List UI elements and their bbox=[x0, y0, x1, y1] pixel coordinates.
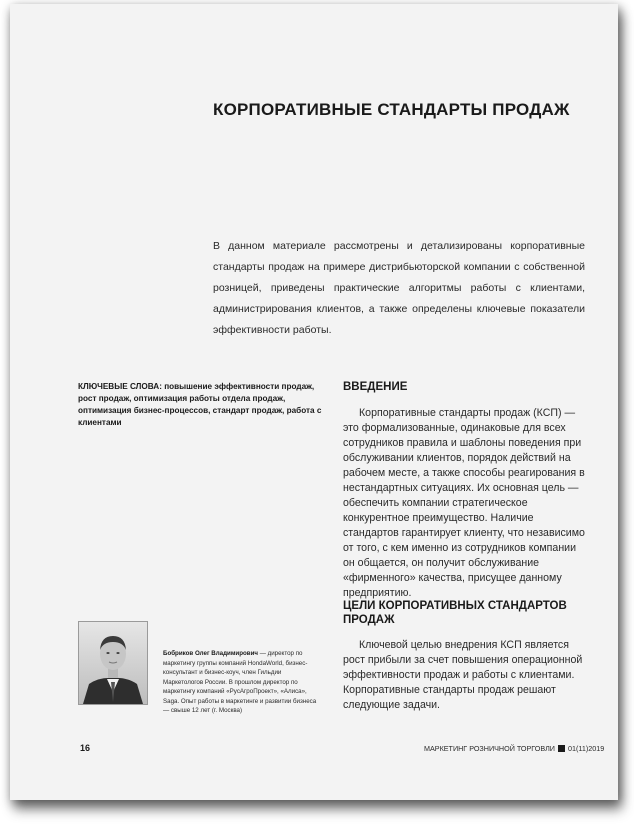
keywords-text: повышение эффективности продаж, рост продаж, оптимизация работы отдела продаж, оптимизация бизнес-процессов, стандарт продаж, работа с клиентами bbox=[78, 382, 322, 427]
journal-name: МАРКЕТИНГ РОЗНИЧНОЙ ТОРГОВЛИ bbox=[424, 744, 555, 753]
article-title: КОРПОРАТИВНЫЕ СТАНДАРТЫ ПРОДАЖ bbox=[213, 100, 570, 119]
author-bio bbox=[163, 649, 323, 716]
page-number: 16 bbox=[80, 743, 91, 753]
author-name: Бобриков Олег Владимирович bbox=[163, 650, 258, 657]
square-separator-icon bbox=[558, 745, 565, 752]
goals-paragraph: Ключевой целью внедрения КСП является рост прибыли за счет повышения операционной эффективности продаж и работы с клиентами. Корпоративные стандарты продаж решают следующие задачи. bbox=[343, 639, 583, 711]
running-footer bbox=[424, 744, 604, 753]
keywords-label: КЛЮЧЕВЫЕ СЛОВА: bbox=[78, 382, 162, 391]
author-portrait-image bbox=[79, 622, 147, 704]
article-lead: В данном материале рассмотрены и детализированы корпоративные стандарты продаж на примере дистрибьюторской компании с собственной розницей, приведены практические алгоритмы работы с клиентами, администрирования клиентов, а также определены ключевые показатели эффективности работы. bbox=[213, 240, 585, 336]
goals-heading: ЦЕЛИ КОРПОРАТИВНЫХ СТАНДАРТОВ ПРОДАЖ bbox=[343, 600, 567, 626]
intro-paragraph: Корпоративные стандарты продаж (КСП) — это формализованные, одинаковые для всех сотрудников правила и шаблоны поведения при обслуживании клиентов, порядок действий на рабочем месте, а также способы реагирования в нестандартных ситуациях. Их основная цель — обеспечить компании стратегическое конкурентное преимущество. Наличие стандартов гарантирует клиенту, что независимо от того, с кем именно из сотрудников компании он общается, он получит обслуживание «фирменного» качества, присущее данному предприятию. bbox=[343, 407, 585, 599]
keywords-block bbox=[78, 381, 330, 429]
author-description: — директор по маркетингу группы компаний HondaWorld, бизнес-консультант и бизнес-коуч, член Гильдии Маркетологов России. В прошлом директор по маркетингу компаний «РусАгроПроект», «Алиса», Saga. Опыт работы в маркетинге и развитии бизнеса — свыше 12 лет (г. Москва) bbox=[163, 650, 317, 714]
intro-heading: ВВЕДЕНИЕ bbox=[343, 381, 408, 393]
author-photo bbox=[78, 621, 148, 705]
magazine-page bbox=[10, 4, 618, 800]
issue-number: 01(11)2019 bbox=[567, 744, 605, 753]
